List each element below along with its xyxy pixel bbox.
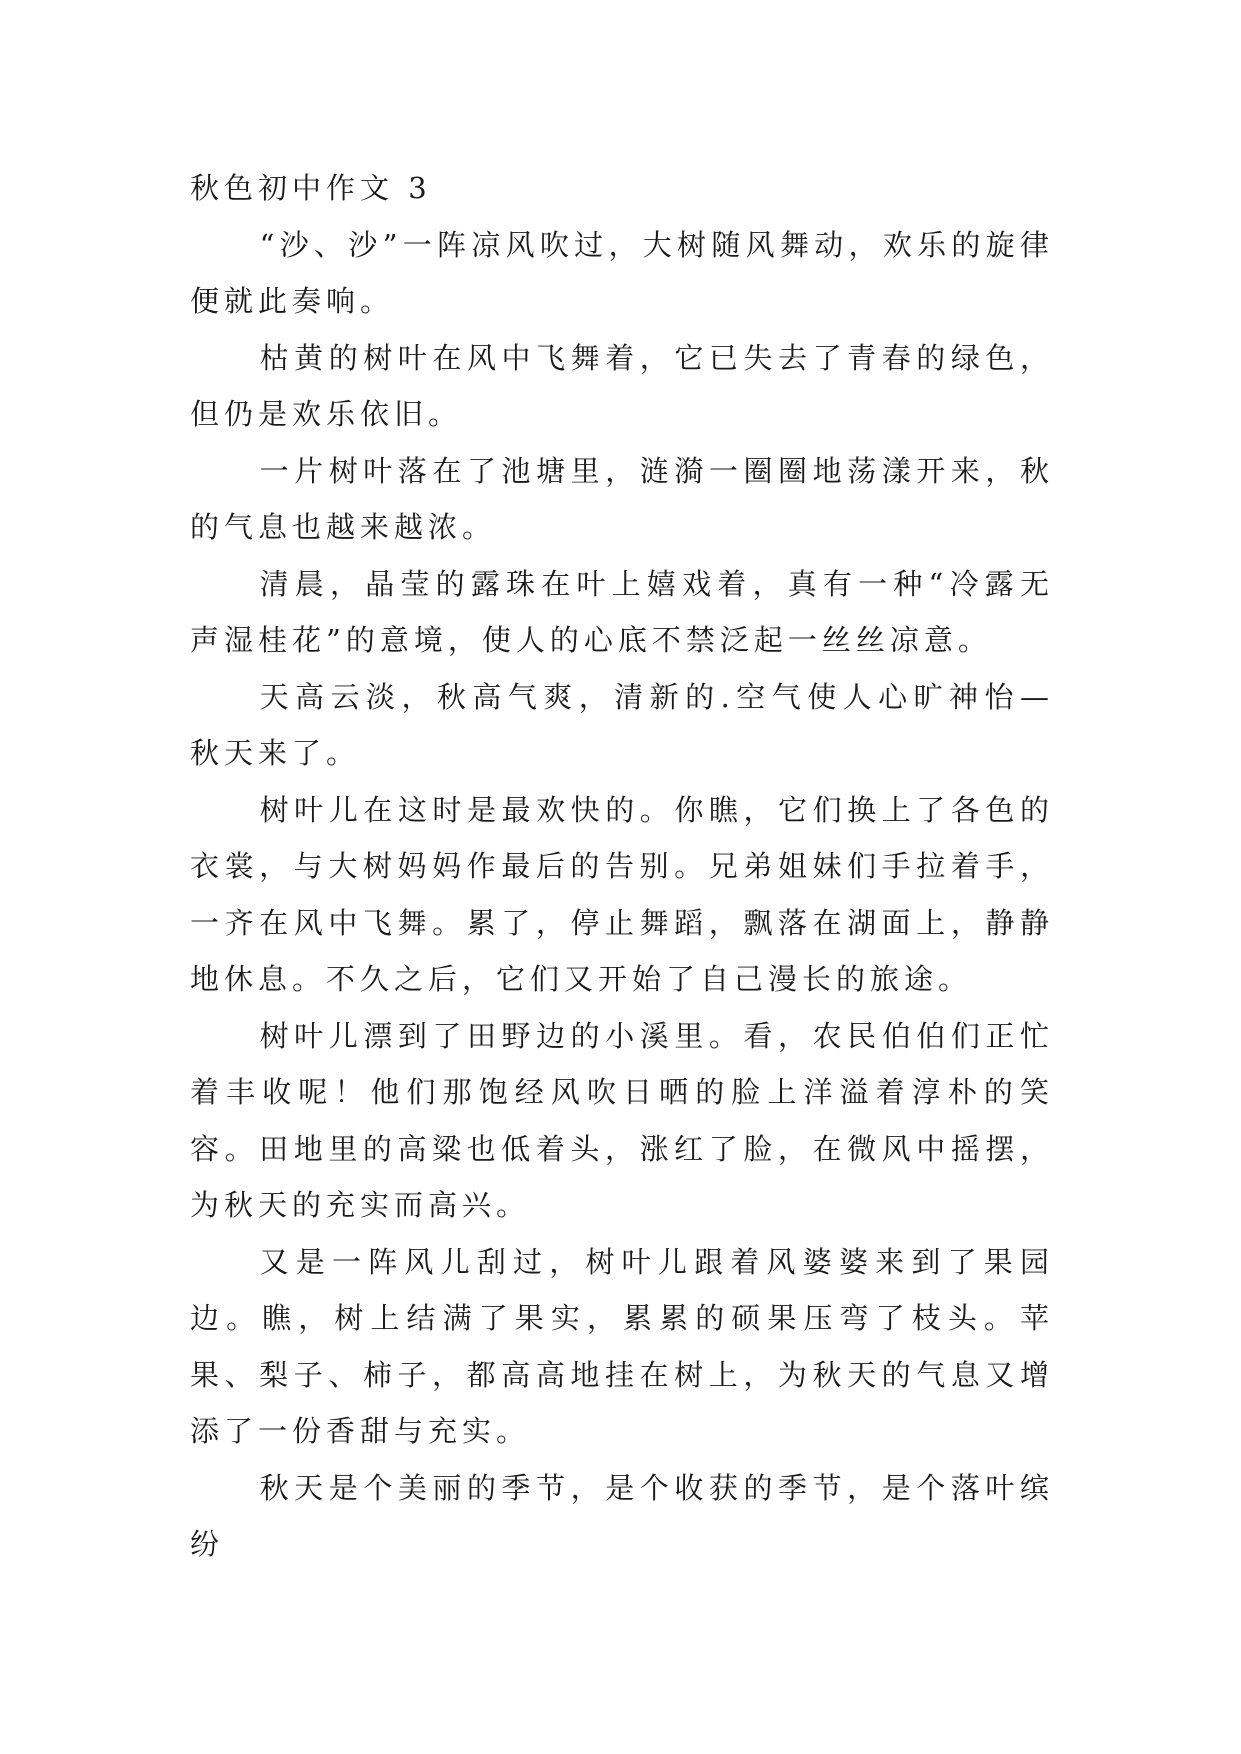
paragraph-9: 秋天是个美丽的季节，是个收获的季节，是个落叶缤纷 bbox=[190, 1470, 1054, 1561]
paragraph-7: 树叶儿漂到了田野边的小溪里。看，农民伯伯们正忙着丰收呢！他们那饱经风吹日晒的脸上洋溢着淳朴的笑容。田地里的高粱也低着头，涨红了脸，在微风中摇摆，为秋天的充实而高兴。 bbox=[190, 1018, 1054, 1222]
paragraph-3: 一片树叶落在了池塘里，涟漪一圈圈地荡漾开来，秋的气息也越来越浓。 bbox=[190, 453, 1054, 544]
paragraph-8: 又是一阵风儿刮过，树叶儿跟着风婆婆来到了果园边。瞧，树上结满了果实，累累的硕果压弯了枝头。苹果、梨子、柿子，都高高地挂在树上，为秋天的气息又增添了一份香甜与充实。 bbox=[190, 1244, 1054, 1448]
paragraph-2: 枯黄的树叶在风中飞舞着，它已失去了青春的绿色，但仍是欢乐依旧。 bbox=[190, 340, 1054, 431]
paragraph-4: 清晨，晶莹的露珠在叶上嬉戏着，真有一种“冷露无声湿桂花”的意境，使人的心底不禁泛起一丝丝凉意。 bbox=[190, 566, 1054, 657]
essay-title: 秋色初中作文 3 bbox=[190, 171, 432, 205]
essay-body bbox=[190, 160, 1054, 1573]
paragraph-6: 树叶儿在这时是最欢快的。你瞧，它们换上了各色的衣裳，与大树妈妈作最后的告别。兄弟姐妹们手拉着手，一齐在风中飞舞。累了，停止舞蹈，飘落在湖面上，静静地休息。不久之后，它们又开始了自己漫长的旅途。 bbox=[190, 792, 1054, 996]
paragraph-5: 天高云淡，秋高气爽，清新的.空气使人心旷神怡—秋天来了。 bbox=[190, 679, 1054, 770]
paragraph-1: “沙、沙”一阵凉风吹过，大树随风舞动，欢乐的旋律便就此奏响。 bbox=[190, 227, 1054, 318]
